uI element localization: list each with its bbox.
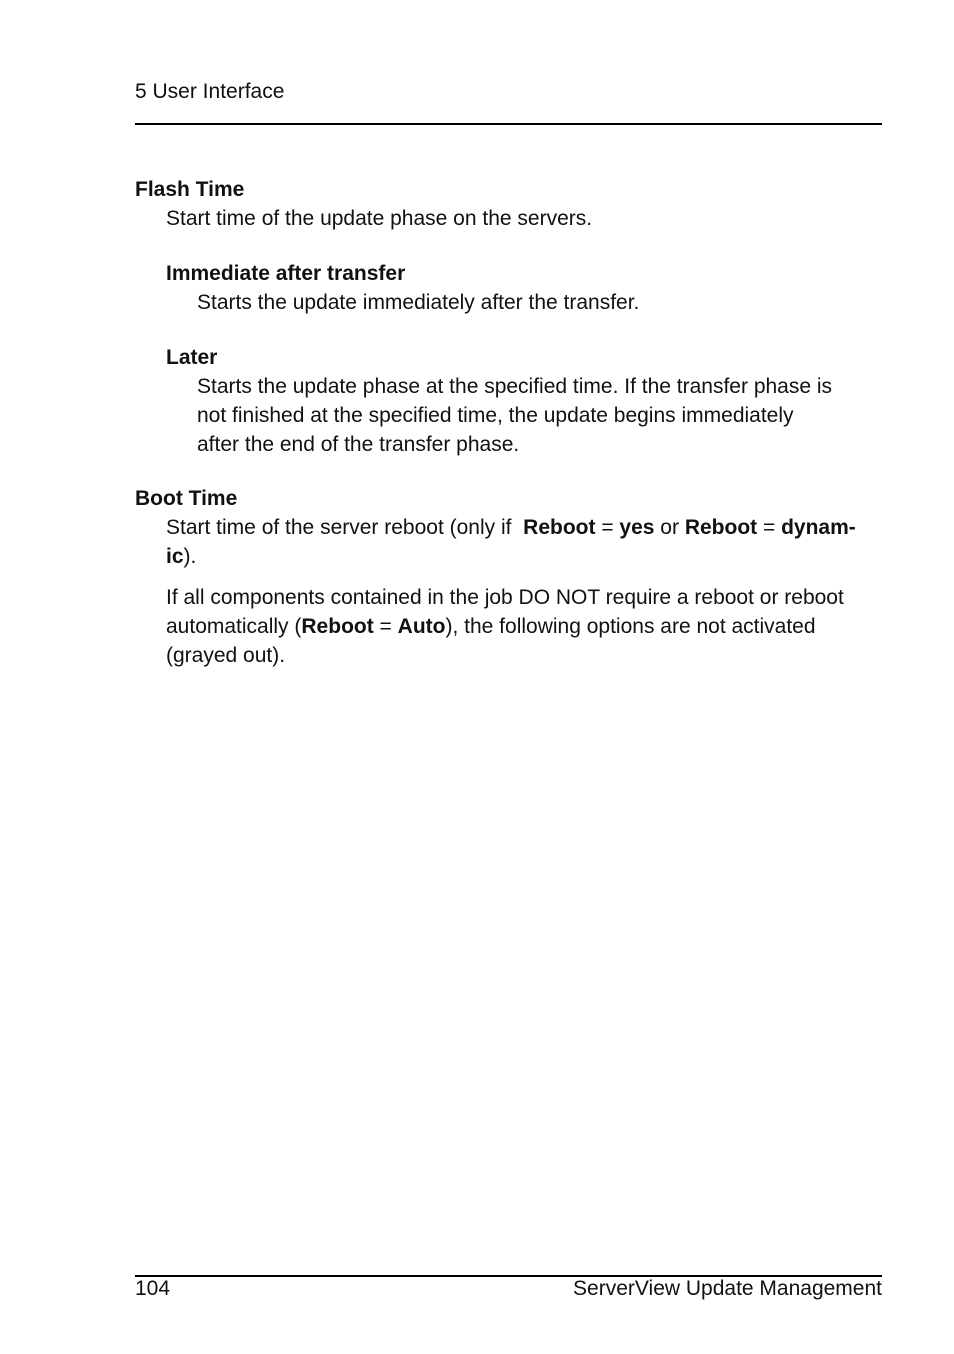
keyword-reboot: Reboot: [684, 516, 758, 539]
boot-time-note: [166, 583, 882, 670]
later-description-line: not finished at the specified time, the update begins immediately: [197, 404, 794, 427]
later-description-line: after the end of the transfer phase.: [197, 433, 520, 456]
later-description-line: Starts the update phase at the specified time. If the transfer phase is: [197, 375, 833, 398]
boot-time-note-line: [166, 612, 882, 641]
boot-time-description: [166, 513, 882, 571]
text-run: ).: [183, 545, 197, 568]
term-flash-time: Flash Time: [135, 178, 245, 201]
text-run: =: [373, 615, 398, 638]
text-run: or: [654, 516, 685, 539]
term-later: Later: [166, 346, 218, 369]
boot-time-note-line: If all components contained in the job DO NOT require a reboot or reboot: [166, 586, 844, 609]
text-run: =: [757, 516, 782, 539]
header-divider: [135, 123, 882, 125]
immediate-description: Starts the update immediately after the transfer.: [197, 291, 640, 314]
chapter-title: 5 User Interface: [135, 80, 285, 103]
page-number: 104: [135, 1277, 171, 1300]
keyword-reboot: Reboot: [523, 516, 596, 539]
keyword-reboot: Reboot: [301, 615, 374, 638]
value-dynamic: dynam-: [781, 516, 856, 539]
boot-time-line: [166, 542, 882, 571]
term-immediate-after-transfer: Immediate after transfer: [166, 262, 406, 285]
text-run: ), the following options are not activated: [445, 615, 816, 638]
text-run: automatically (: [166, 615, 302, 638]
main-content: [135, 175, 882, 670]
flash-time-description: Start time of the update phase on the servers.: [166, 207, 593, 230]
value-dynamic-end: ic: [166, 545, 184, 568]
text-run: =: [595, 516, 620, 539]
boot-time-line: [166, 513, 882, 542]
product-name: ServerView Update Management: [573, 1277, 882, 1300]
value-yes: yes: [619, 516, 655, 539]
later-description: [197, 372, 882, 459]
value-auto: Auto: [397, 615, 446, 638]
term-boot-time: Boot Time: [135, 487, 238, 510]
boot-time-note-line: (grayed out).: [166, 644, 286, 667]
text-run: Start time of the server reboot (only if: [166, 516, 518, 539]
